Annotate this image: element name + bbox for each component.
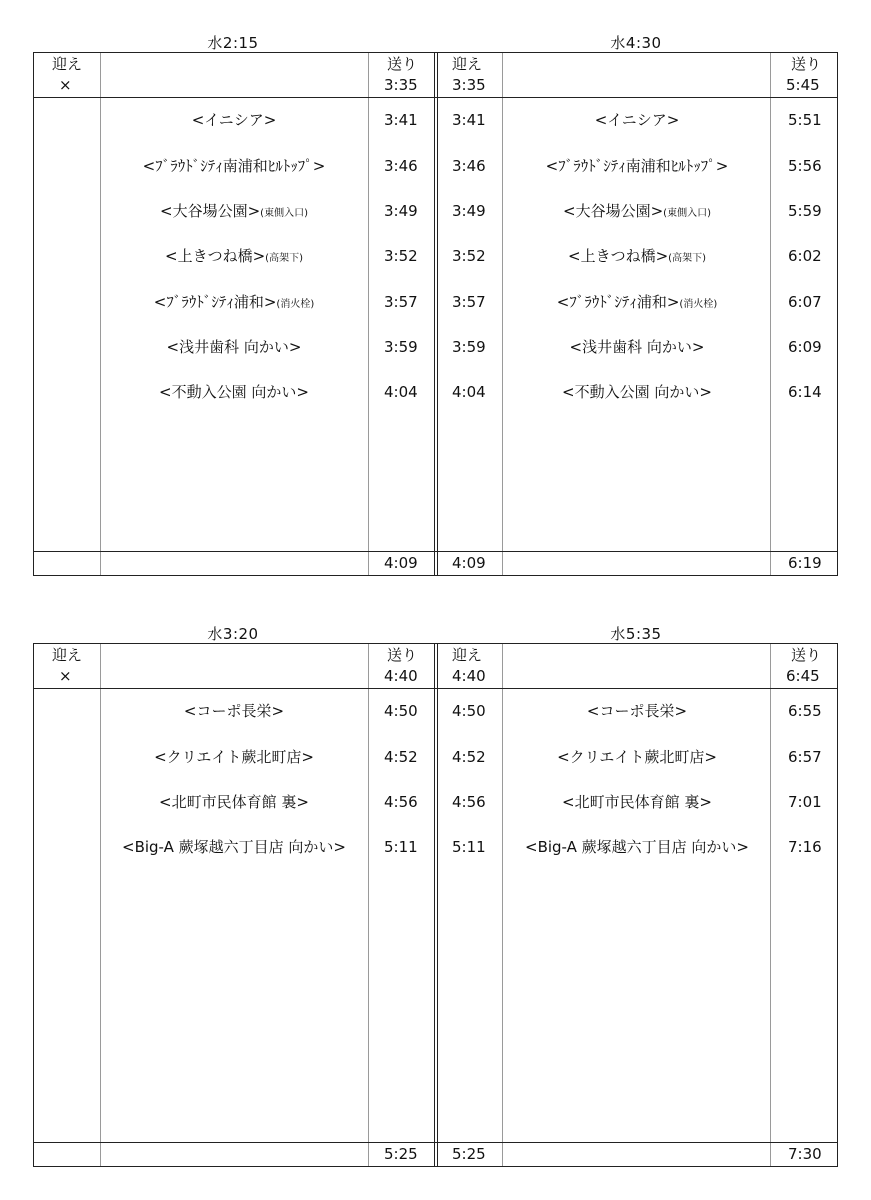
dropoff-time: 4:56 bbox=[384, 793, 418, 811]
stop-note: (高架下) bbox=[265, 253, 303, 264]
pickup-time: 4:56 bbox=[452, 793, 486, 811]
dropoff-start-time: 5:45 bbox=[786, 76, 820, 94]
stop-label: <大谷場公園> bbox=[160, 202, 261, 220]
dropoff-time: 3:49 bbox=[384, 202, 418, 220]
column-divider bbox=[100, 644, 101, 1166]
end-time: 7:30 bbox=[788, 1145, 822, 1163]
dropoff-time: 3:46 bbox=[384, 157, 418, 175]
dropoff-header: 送り bbox=[791, 646, 822, 664]
pickup-time: 3:46 bbox=[452, 157, 486, 175]
column-divider bbox=[502, 644, 503, 1166]
pickup-header: 迎え bbox=[452, 55, 483, 73]
stop-label: <コーポ長栄> bbox=[183, 702, 285, 720]
stop-name bbox=[167, 337, 302, 357]
stop-name bbox=[122, 837, 346, 857]
column-divider bbox=[100, 53, 101, 575]
stop-note: (東側入口) bbox=[260, 208, 308, 219]
stop-name bbox=[595, 110, 680, 130]
stop-name bbox=[143, 156, 326, 176]
dropoff-time: 6:14 bbox=[788, 383, 822, 401]
pickup-start-time: 4:40 bbox=[452, 667, 486, 685]
pickup-time: 5:11 bbox=[452, 838, 486, 856]
stop-label: <上きつね橋> bbox=[568, 247, 669, 265]
stop-label: <浅井歯科 向かい> bbox=[166, 338, 302, 356]
stop-label: <ﾌﾞﾗｳﾄﾞｼﾃｨ南浦和ﾋﾙﾄｯﾌﾟ> bbox=[545, 157, 729, 175]
end-time: 4:09 bbox=[384, 554, 418, 572]
pickup-time: 3:57 bbox=[452, 293, 486, 311]
schedule-titles bbox=[33, 30, 838, 52]
stop-name bbox=[165, 246, 303, 269]
column-divider bbox=[770, 644, 771, 1166]
dropoff-time: 4:52 bbox=[384, 748, 418, 766]
schedule-table bbox=[33, 643, 838, 1167]
dropoff-time: 6:02 bbox=[788, 247, 822, 265]
dropoff-header: 送り bbox=[387, 55, 418, 73]
stop-name bbox=[563, 201, 711, 224]
schedule-title: 水3:20 bbox=[207, 625, 259, 643]
stop-label: <イニシア> bbox=[594, 111, 680, 129]
dropoff-time: 5:56 bbox=[788, 157, 822, 175]
dropoff-time: 5:59 bbox=[788, 202, 822, 220]
no-pickup-mark: × bbox=[59, 76, 72, 94]
stop-name bbox=[159, 792, 309, 812]
dropoff-time: 5:11 bbox=[384, 838, 418, 856]
no-pickup-mark: × bbox=[59, 667, 72, 685]
stop-name bbox=[525, 837, 749, 857]
table-divider bbox=[434, 644, 438, 1166]
dropoff-time: 3:57 bbox=[384, 293, 418, 311]
stop-name bbox=[184, 701, 284, 721]
dropoff-start-time: 6:45 bbox=[786, 667, 820, 685]
column-divider bbox=[368, 644, 369, 1166]
schedule-title: 水2:15 bbox=[207, 34, 259, 52]
dropoff-time: 7:16 bbox=[788, 838, 822, 856]
dropoff-time: 5:51 bbox=[788, 111, 822, 129]
stop-label: <ﾌﾞﾗｳﾄﾞｼﾃｨ南浦和ﾋﾙﾄｯﾌﾟ> bbox=[142, 157, 326, 175]
stop-label: <クリエイト蕨北町店> bbox=[154, 748, 314, 766]
pickup-start-time: 3:35 bbox=[452, 76, 486, 94]
dropoff-time: 4:04 bbox=[384, 383, 418, 401]
stop-label: <ﾌﾞﾗｳﾄﾞｼﾃｨ浦和> bbox=[153, 293, 277, 311]
dropoff-time: 3:41 bbox=[384, 111, 418, 129]
pickup-time: 3:52 bbox=[452, 247, 486, 265]
stop-name bbox=[557, 292, 717, 315]
end-time: 6:19 bbox=[788, 554, 822, 572]
stop-name bbox=[562, 792, 712, 812]
schedule-titles bbox=[33, 621, 838, 643]
dropoff-time: 3:59 bbox=[384, 338, 418, 356]
stop-name bbox=[154, 747, 314, 767]
schedule-block-top bbox=[33, 30, 838, 576]
schedule-title: 水5:35 bbox=[610, 625, 662, 643]
pickup-time: 4:04 bbox=[452, 383, 486, 401]
stop-name bbox=[557, 747, 717, 767]
footer-divider bbox=[34, 1142, 837, 1143]
schedule-title: 水4:30 bbox=[610, 34, 662, 52]
column-divider bbox=[502, 53, 503, 575]
stop-label: <イニシア> bbox=[191, 111, 277, 129]
dropoff-time: 6:07 bbox=[788, 293, 822, 311]
header-divider bbox=[34, 688, 837, 689]
pickup-end-time: 4:09 bbox=[452, 554, 486, 572]
stop-name bbox=[562, 382, 712, 402]
column-divider bbox=[770, 53, 771, 575]
stop-name bbox=[192, 110, 277, 130]
stop-name bbox=[546, 156, 729, 176]
pickup-time: 4:50 bbox=[452, 702, 486, 720]
dropoff-start-time: 3:35 bbox=[384, 76, 418, 94]
pickup-time: 4:52 bbox=[452, 748, 486, 766]
stop-note: (消火栓) bbox=[276, 299, 315, 310]
end-time: 5:25 bbox=[384, 1145, 418, 1163]
pickup-header: 迎え bbox=[452, 646, 483, 664]
stop-label: <コーポ長栄> bbox=[586, 702, 688, 720]
pickup-end-time: 5:25 bbox=[452, 1145, 486, 1163]
stop-label: <北町市民体育館 裏> bbox=[159, 793, 309, 811]
stop-note: (消火栓) bbox=[679, 299, 718, 310]
schedule-table bbox=[33, 52, 838, 576]
stop-label: <クリエイト蕨北町店> bbox=[557, 748, 717, 766]
stop-label: <大谷場公園> bbox=[563, 202, 664, 220]
stop-label: <Big-A 蕨塚越六丁目店 向かい> bbox=[525, 838, 749, 856]
dropoff-time: 6:09 bbox=[788, 338, 822, 356]
header-divider bbox=[34, 97, 837, 98]
dropoff-time: 4:50 bbox=[384, 702, 418, 720]
schedule-block-bottom bbox=[33, 621, 838, 1167]
stop-note: (高架下) bbox=[668, 253, 706, 264]
pickup-time: 3:49 bbox=[452, 202, 486, 220]
dropoff-time: 6:57 bbox=[788, 748, 822, 766]
dropoff-time: 3:52 bbox=[384, 247, 418, 265]
stop-name bbox=[587, 701, 687, 721]
dropoff-time: 7:01 bbox=[788, 793, 822, 811]
dropoff-time: 6:55 bbox=[788, 702, 822, 720]
stop-label: <ﾌﾞﾗｳﾄﾞｼﾃｨ浦和> bbox=[556, 293, 680, 311]
column-divider bbox=[368, 53, 369, 575]
stop-label: <不動入公園 向かい> bbox=[562, 383, 712, 401]
dropoff-start-time: 4:40 bbox=[384, 667, 418, 685]
stop-label: <上きつね橋> bbox=[165, 247, 266, 265]
stop-note: (東側入口) bbox=[663, 208, 711, 219]
pickup-header: 迎え bbox=[52, 55, 83, 73]
stop-name bbox=[568, 246, 706, 269]
footer-divider bbox=[34, 551, 837, 552]
stop-name bbox=[160, 201, 308, 224]
dropoff-header: 送り bbox=[387, 646, 418, 664]
dropoff-header: 送り bbox=[791, 55, 822, 73]
stop-name bbox=[570, 337, 705, 357]
stop-label: <浅井歯科 向かい> bbox=[569, 338, 705, 356]
pickup-time: 3:59 bbox=[452, 338, 486, 356]
stop-name bbox=[154, 292, 314, 315]
pickup-header: 迎え bbox=[52, 646, 83, 664]
stop-label: <北町市民体育館 裏> bbox=[562, 793, 712, 811]
pickup-time: 3:41 bbox=[452, 111, 486, 129]
stop-label: <Big-A 蕨塚越六丁目店 向かい> bbox=[122, 838, 346, 856]
table-divider bbox=[434, 53, 438, 575]
stop-label: <不動入公園 向かい> bbox=[159, 383, 309, 401]
stop-name bbox=[159, 382, 309, 402]
